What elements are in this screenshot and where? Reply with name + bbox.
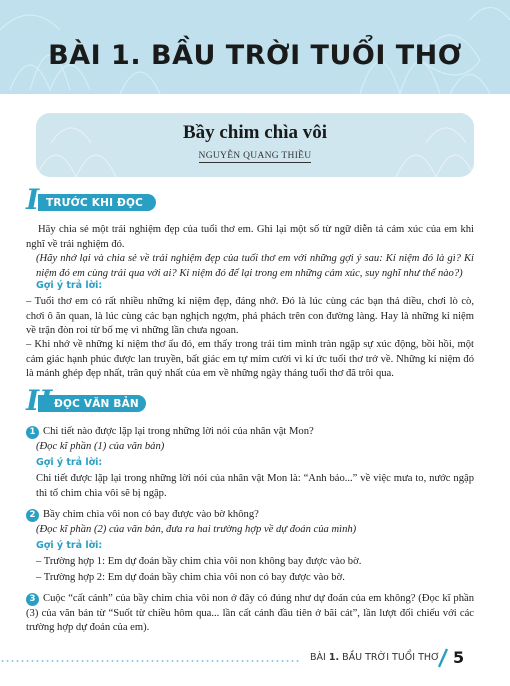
question-number-badge: 1 bbox=[26, 426, 39, 439]
footer-divider bbox=[436, 647, 450, 669]
lesson-author: NGUYỄN QUANG THIỀU bbox=[198, 151, 312, 161]
footer-chapter-label: BÀI 1. BẦU TRỜI TUỔI THƠ bbox=[310, 652, 440, 663]
lesson-header bbox=[36, 113, 474, 177]
answer-guide-label: Gợi ý trả lời: bbox=[36, 540, 103, 551]
question-text: Chi tiết nào được lặp lại trong những lời nói của nhân vật Mon? bbox=[43, 426, 314, 437]
question-1 bbox=[26, 425, 474, 440]
question-hint: (Đọc kĩ phần (1) của văn bản) bbox=[36, 441, 165, 452]
section-numeral: I bbox=[26, 183, 40, 216]
page-number: 5 bbox=[453, 648, 465, 667]
chapter-banner bbox=[0, 0, 510, 94]
section-heading-reading bbox=[26, 384, 146, 417]
question-text: Bầy chim chìa vôi non có bay được vào bờ không? bbox=[43, 509, 259, 520]
footer-dotted-line bbox=[0, 660, 300, 662]
question-3 bbox=[26, 592, 474, 636]
lesson-title: Bầy chim chìa vôi bbox=[182, 122, 328, 143]
task-hint: (Hãy nhớ lại và chia sẻ về trải nghiệm đẹp của tuổi thơ em với những gợi ý sau: Kỉ niệm đó là gì? Kỉ niệm đó em cùng trải qua với ai? Kỉ niệm đó để lại trong em những cảm xúc, suy nghĩ như thế nào?) bbox=[36, 253, 474, 279]
section-label: TRƯỚC KHI ĐỌC bbox=[46, 197, 144, 209]
task-prompt: Hãy chia sẻ một trải nghiệm đẹp của tuổi thơ em. Ghi lại một số từ ngữ diễn tả cảm xúc của em khi nghĩ về trải nghiệm đó. bbox=[26, 224, 474, 250]
question-2 bbox=[26, 508, 474, 523]
answer-guide-label: Gợi ý trả lời: bbox=[36, 280, 103, 291]
answer-line: – Trường hợp 2: Em dự đoán bầy chim chìa vôi non có bay được vào bờ. bbox=[36, 572, 345, 583]
chapter-title: BÀI 1. BẦU TRỜI TUỔI THƠ bbox=[48, 40, 462, 71]
section-label: ĐỌC VĂN BẢN bbox=[54, 398, 139, 410]
question-number-badge: 3 bbox=[26, 593, 39, 606]
answer-guide-label: Gợi ý trả lời: bbox=[36, 457, 103, 468]
question-text: Cuộc “cất cánh” của bầy chim chìa vôi non ở đây có đúng như dự đoán của em không? (Đọc kĩ phần (3) của văn bản từ “Suốt từ chiều hôm qua... lần cất cánh đầu tiên ở bãi cát”, lần lượt đối chiếu với các trường hợp dự đoán của em). bbox=[26, 593, 474, 633]
answer-paragraph: – Khi nhớ về những kỉ niệm thơ ấu đó, em thấy trong trái tim mình tràn ngập sự xúc động, bồi hồi, một cảm giác hạnh phúc được lan truyền, bất giác em tự mỉm cười vì kí ức tuổi thơ trở về. Những kỉ niệm đó là mảnh ghép đẹp nhất, trân quý nhất của em về những ngày tháng tuổi thơ đã trôi qua. bbox=[26, 339, 474, 379]
section-heading-before-reading bbox=[26, 183, 156, 216]
answer-line: – Trường hợp 1: Em dự đoán bầy chim chìa vôi non không bay được vào bờ. bbox=[36, 556, 362, 567]
answer-paragraph: – Tuổi thơ em có rất nhiều những kỉ niệm đẹp, đáng nhớ. Đó là lúc cùng các bạn thả diều, chơi lò cò, chơi ô ăn quan, là lúc cùng các bạn nghịch ngợm, phá phách trên con đường làng. Hay là những kỉ niệm về trận đòn roi từ bố mẹ vì những lần chưa ngoan. bbox=[26, 296, 474, 336]
question-hint: (Đọc kĩ phần (2) của văn bản, đưa ra hai trường hợp về dự đoán của mình) bbox=[36, 524, 357, 535]
answer-paragraph: Chi tiết được lặp lại trong những lời nói của nhân vật Mon là: “Anh bảo...” về việc mưa to, nước ngập thì tổ chim chìa vôi sẽ bị ngập. bbox=[36, 473, 474, 499]
question-number-badge: 2 bbox=[26, 509, 39, 522]
section-numeral: II bbox=[26, 384, 53, 417]
